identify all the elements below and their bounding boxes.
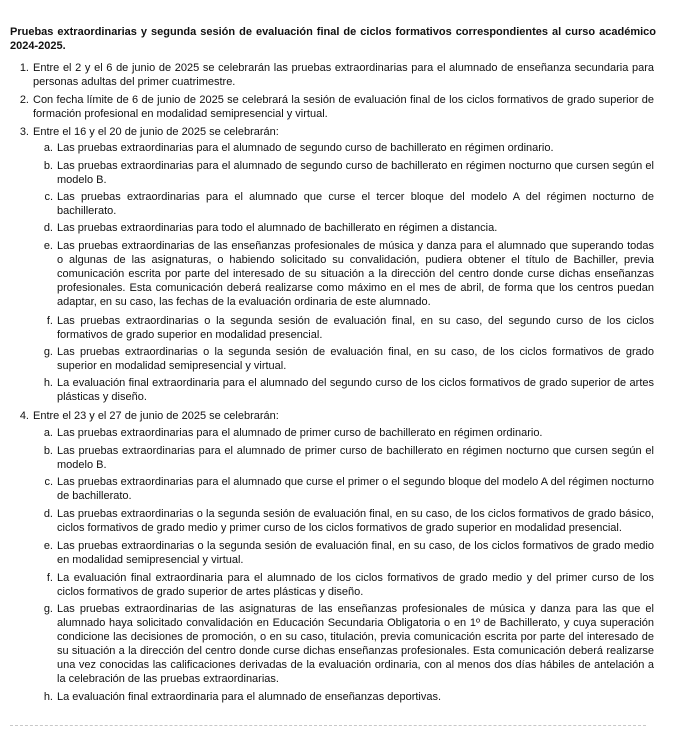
sub-item-4d [43,507,654,535]
sub-item-letter: d. [43,222,53,234]
sub-item-letter: d. [43,508,53,520]
sub-item-3f [46,314,654,342]
sub-item-4b [43,444,654,472]
sub-item-letter: g. [43,346,53,358]
sub-item-text: Las pruebas extraordinarias de las asignaturas de las enseñanzas profesionales de música y danza para las que el alumnado haya solicitado convalidación en Educación Secundaria Obligatoria o en 1º de Bachillerato, y cuya superación condicione las decisiones de promoción, o en su caso, titulación, previa comunicación escrita por parte del interesado de su situación a la dirección del centro donde curse dichas enseñanzas profesionales. Esta comunicación deberá realizarse una vez conocidas las calificaciones derivadas de la evaluación ordinaria, con al menos dos días hábiles de antelación a la celebración de las pruebas extraordinarias. [57,603,654,685]
sub-item-3h [43,376,654,404]
list-item-4 [19,409,654,423]
list-item-2 [19,93,654,121]
item-text: Entre el 23 y el 27 de junio de 2025 se celebrarán: [33,410,279,422]
sub-item-3d [43,221,654,235]
sub-item-4g [43,602,654,686]
sub-item-letter: b. [43,445,53,457]
item-number: 2. [19,94,29,106]
sub-item-text: Las pruebas extraordinarias para el alumnado que curse el tercer bloque del modelo A del régimen nocturno de bachillerato. [57,191,654,217]
sub-item-text: Las pruebas extraordinarias para todo el alumnado de bachillerato en régimen a distancia. [57,222,498,234]
sub-item-3b [43,159,654,187]
sub-item-4e [43,539,654,567]
sub-item-letter: a. [43,427,53,439]
sub-item-text: Las pruebas extraordinarias para el alumnado de primer curso de bachillerato en régimen ordinario. [57,427,543,439]
sub-item-3e [43,239,654,309]
item-text: Con fecha límite de 6 de junio de 2025 se celebrará la sesión de evaluación final de los ciclos formativos de grado superior de formación profesional en modalidad semipresencial y virtual. [33,94,654,120]
list-item-1 [19,61,654,89]
sub-item-letter: h. [43,377,53,389]
sub-item-text: Las pruebas extraordinarias para el alumnado de segundo curso de bachillerato en régimen nocturno que cursen según el modelo B. [57,160,654,186]
list-item-3 [19,125,654,139]
sub-item-3a [43,141,654,155]
sub-item-text: Las pruebas extraordinarias para el alumnado de segundo curso de bachillerato en régimen ordinario. [57,142,554,154]
sub-item-4h [43,690,654,704]
sub-item-text: La evaluación final extraordinaria para el alumnado de los ciclos formativos de grado medio y del primer curso de los ciclos formativos de grado superior de artes plásticas y diseño. [57,572,654,598]
sub-item-text: Las pruebas extraordinarias de las enseñanzas profesionales de música y danza para el alumnado que superando todas o algunas de las asignaturas, o habiendo solicitado su convalidación, pudiera obtener el título de Bachiller, previa comunicación escrita por parte del interesado de su situación a la dirección del centro donde curse dichas enseñanzas profesionales. Esta comunicación deberá realizarse como máximo en el mes de abril, de forma que los centros puedan adaptar, en su caso, las fechas de la evaluación ordinaria de este alumnado. [57,240,654,308]
item-number: 1. [19,62,29,74]
sub-item-letter: g. [43,603,53,615]
item-text: Entre el 16 y el 20 de junio de 2025 se celebrarán: [33,126,279,138]
sub-item-text: Las pruebas extraordinarias para el alumnado que curse el primer o el segundo bloque del modelo A del régimen nocturno de bachillerato. [57,476,654,502]
item-number: 3. [19,126,29,138]
sub-item-text: Las pruebas extraordinarias o la segunda sesión de evaluación final, en su caso, de los ciclos formativos de grado superior en modalidad semipresencial y virtual. [57,346,654,372]
sub-item-text: Las pruebas extraordinarias o la segunda sesión de evaluación final, en su caso, de los ciclos formativos de grado básico, ciclos formativos de grado medio y primer curso de los ciclos formativos de grado superior en modalidad presencial. [57,508,654,534]
item-number: 4. [19,410,29,422]
item-text: Entre el 2 y el 6 de junio de 2025 se celebrarán las pruebas extraordinarias para el alumnado de enseñanza secundaria para personas adultas del primer cuatrimestre. [33,62,654,88]
sub-item-letter: b. [43,160,53,172]
sub-item-letter: f. [46,572,53,584]
sub-item-letter: c. [44,476,53,488]
sub-item-letter: e. [43,540,53,552]
sub-item-letter: e. [43,240,53,252]
dashed-divider [10,725,646,726]
sub-item-text: Las pruebas extraordinarias o la segunda sesión de evaluación final, en su caso, del segundo curso de los ciclos formativos de grado superior en modalidad presencial. [57,315,654,341]
sub-item-text: La evaluación final extraordinaria para el alumnado de enseñanzas deportivas. [57,691,442,703]
sub-item-text: Las pruebas extraordinarias o la segunda sesión de evaluación final, en su caso, de los ciclos formativos de grado medio en modalidad semipresencial y virtual. [57,540,654,566]
sub-item-4c [44,475,654,503]
sub-item-letter: c. [44,191,53,203]
sub-item-letter: a. [43,142,53,154]
sub-item-3c [44,190,654,218]
sub-item-text: La evaluación final extraordinaria para el alumnado del segundo curso de los ciclos formativos de grado superior de artes plásticas y diseño. [57,377,654,403]
sub-item-letter: f. [46,315,53,327]
sub-item-text: Las pruebas extraordinarias para el alumnado de primer curso de bachillerato en régimen nocturno que cursen según el modelo B. [57,445,654,471]
sub-item-4f [46,571,654,599]
sub-item-4a [43,426,654,440]
sub-item-3g [43,345,654,373]
sub-item-letter: h. [43,691,53,703]
document-title: Pruebas extraordinarias y segunda sesión de evaluación final de ciclos formativos correspondientes al curso académico 2024-2025. [10,26,656,52]
